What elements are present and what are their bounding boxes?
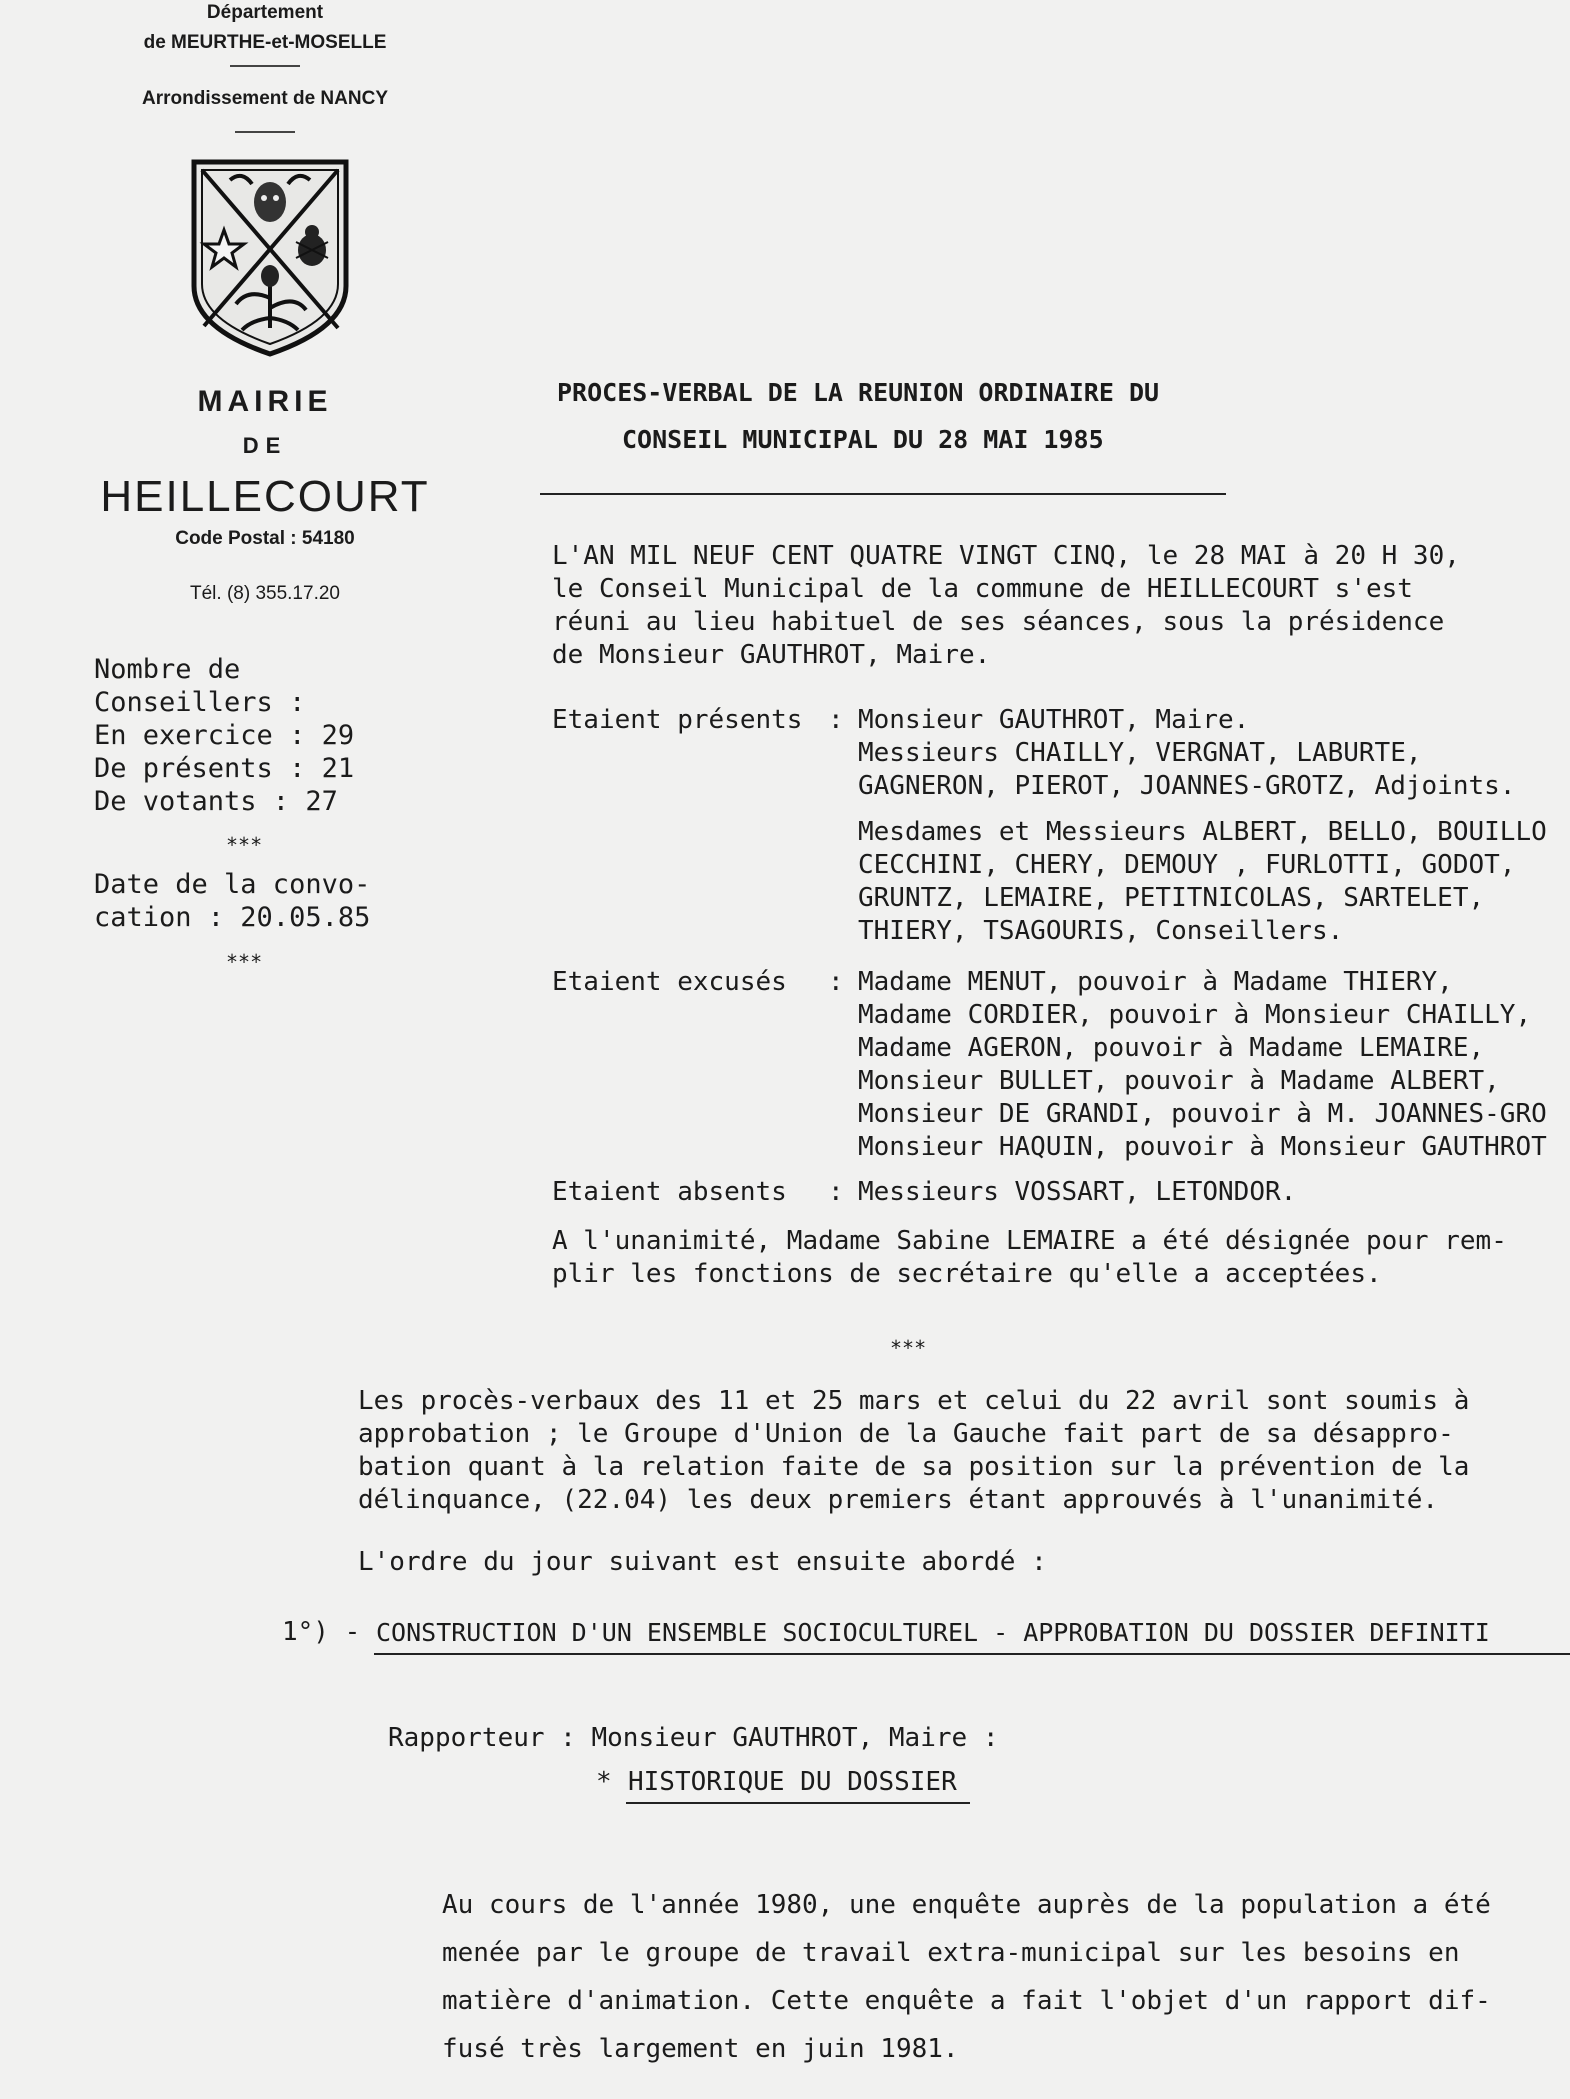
presents-line: CECCHINI, CHERY, DEMOUY , FURLOTTI, GODOT, [858,850,1516,880]
historique-line: menée par le groupe de travail extra-municipal sur les besoins en [442,1938,1460,1968]
absents-line: Messieurs VOSSART, LETONDOR. [858,1177,1297,1207]
excuses-line: Monsieur DE GRANDI, pouvoir à M. JOANNES-GRO [858,1099,1547,1129]
presents-line: GAGNERON, PIEROT, JOANNES-GROTZ, Adjoints. [858,771,1516,801]
arrondissement: Arrondissement de NANCY [142,88,388,109]
excuses-colon: : [828,967,844,997]
presents-line: Mesdames et Messieurs ALBERT, BELLO, BOUILLO [858,817,1547,847]
presents-label: Etaient présents [552,705,803,735]
excuses-line: Monsieur BULLET, pouvoir à Madame ALBERT, [858,1066,1500,1096]
departement-name: de MEURTHE-et-MOSELLE [143,32,387,53]
historique-line: matière d'animation. Cette enquête a fait l'objet d'un rapport dif- [442,1986,1491,2016]
header-divider [235,131,295,133]
sidebar-stat: Conseillers : [94,687,306,718]
section-separator: *** [890,1336,927,1360]
sidebar-separator: *** [226,833,263,857]
item-number: 1°) - [282,1617,361,1647]
sidebar-separator: *** [226,950,263,974]
absents-label: Etaient absents [552,1177,787,1207]
departement-label: Département [206,2,324,23]
presents-line: Monsieur GAUTHROT, Maire. [858,705,1250,735]
excuses-label: Etaient excusés [552,967,787,997]
intro-line: de Monsieur GAUTHROT, Maire. [552,640,991,670]
approbation-line: approbation ; le Groupe d'Union de la Gauche fait part de sa désappro- [358,1419,1454,1449]
historique-bullet: * [596,1767,612,1797]
item-title-underline [374,1653,1570,1655]
approbation-line: Les procès-verbaux des 11 et 25 mars et celui du 22 avril sont soumis à [358,1386,1470,1416]
excuses-line: Madame CORDIER, pouvoir à Monsieur CHAILLY, [858,1000,1532,1030]
sidebar-stat: Nombre de [94,654,241,685]
sidebar-stat: En exercice : 29 [94,720,355,751]
sidebar-stat: De votants : 27 [94,786,338,817]
rapporteur: Rapporteur : Monsieur GAUTHROT, Maire : [388,1723,999,1753]
convocation-date: Date de la convo- [94,869,371,900]
mairie-label: MAIRIE [197,385,333,418]
presents-line: Messieurs CHAILLY, VERGNAT, LABURTE, [858,738,1422,768]
item-title: CONSTRUCTION D'UN ENSEMBLE SOCIOCULTUREL - APPROBATION DU DOSSIER DEFINITI [376,1618,1490,1647]
presents-line: THIERY, TSAGOURIS, Conseillers. [858,916,1344,946]
title-rule [540,493,1226,495]
coat-of-arms-icon [190,158,350,358]
approbation-line: bation quant à la relation faite de sa position sur la prévention de la [358,1452,1470,1482]
historique-line: fusé très largement en juin 1981. [442,2034,959,2064]
header-divider [230,65,300,67]
approbation-line: délinquance, (22.04) les deux premiers étant approuvés à l'unanimité. [358,1485,1439,1515]
mairie-de: DE [242,433,288,458]
excuses-line: Madame AGERON, pouvoir à Madame LEMAIRE, [858,1033,1485,1063]
intro-line: réuni au lieu habituel de ses séances, sous la présidence [552,607,1445,637]
convocation-date: cation : 20.05.85 [94,902,371,933]
historique-line: Au cours de l'année 1980, une enquête auprès de la population a été [442,1890,1491,1920]
intro-line: le Conseil Municipal de la commune de HEILLECOURT s'est [552,574,1413,604]
historique-heading: HISTORIQUE DU DOSSIER [628,1767,957,1797]
excuses-line: Madame MENUT, pouvoir à Madame THIERY, [858,967,1453,997]
presents-colon: : [828,705,844,735]
sidebar-stat: De présents : 21 [94,753,355,784]
secretaire-line: A l'unanimité, Madame Sabine LEMAIRE a été désignée pour rem- [552,1226,1507,1256]
absents-colon: : [828,1177,844,1207]
secretaire-line: plir les fonctions de secrétaire qu'elle a acceptées. [552,1259,1382,1289]
postal-code: Code Postal : 54180 [175,528,355,549]
ordre-du-jour: L'ordre du jour suivant est ensuite abordé : [358,1547,1047,1577]
document-title: CONSEIL MUNICIPAL DU 28 MAI 1985 [622,425,1104,454]
phone-number: Tél. (8) 355.17.20 [190,583,340,604]
town-name: HEILLECOURT [100,472,430,521]
presents-line: GRUNTZ, LEMAIRE, PETITNICOLAS, SARTELET, [858,883,1485,913]
intro-line: L'AN MIL NEUF CENT QUATRE VINGT CINQ, le 28 MAI à 20 H 30, [552,541,1460,571]
historique-underline [626,1802,970,1804]
document-title: PROCES-VERBAL DE LA REUNION ORDINAIRE DU [557,378,1160,407]
excuses-line: Monsieur HAQUIN, pouvoir à Monsieur GAUTHROT [858,1132,1547,1162]
